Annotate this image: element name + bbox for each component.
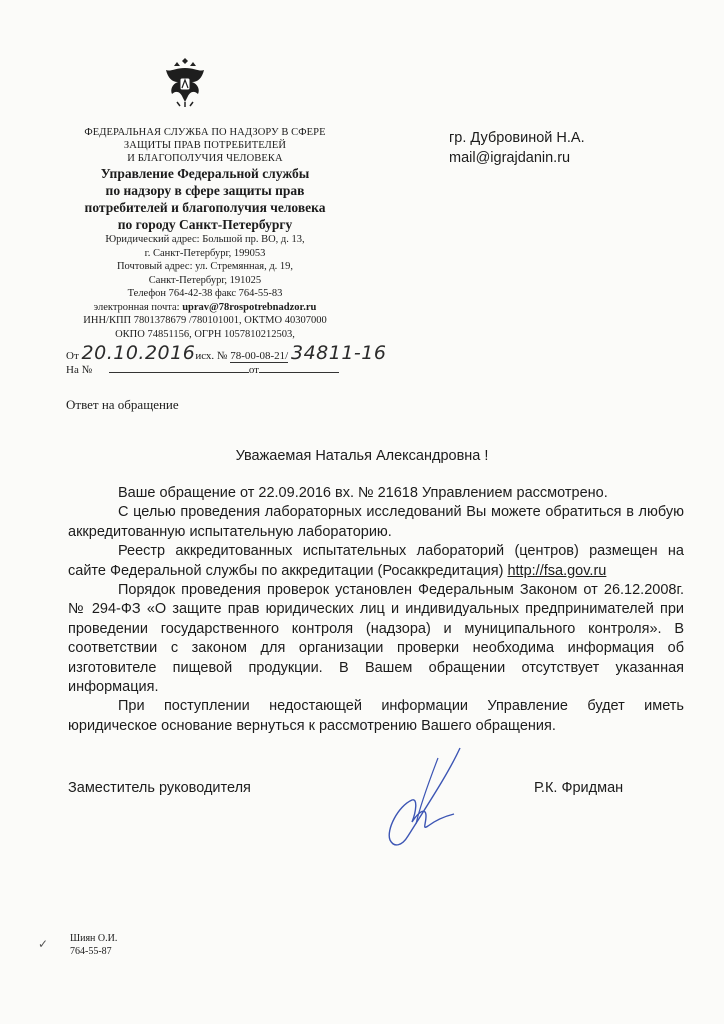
email-label: электронная почта: [93, 301, 183, 313]
signer-title: Заместитель руководителя [68, 780, 251, 796]
org-address-line: Санкт-Петербург, 191025 [148, 274, 262, 286]
registry-text: Реестр аккредитованных испытательных лабораторий (центров) размещен на сайте Федеральной службы по аккредитации (Росаккредитация) [68, 543, 684, 579]
reference-incoming-line [66, 364, 339, 376]
from-label: От [66, 350, 79, 362]
executor-name: Шиян О.И. [70, 933, 118, 944]
incoming-date-blank [259, 372, 339, 373]
outgoing-label: исх. № [195, 350, 228, 362]
incoming-date-label: от [248, 364, 259, 376]
recipient-name: гр. Дубровиной Н.А. [449, 130, 585, 146]
letter-body [68, 484, 684, 736]
org-name-line: ФЕДЕРАЛЬНАЯ СЛУЖБА ПО НАДЗОРУ В СФЕРЕ [84, 127, 326, 138]
russian-coat-of-arms-icon [162, 58, 208, 108]
greeting: Уважаемая Наталья Александровна ! [235, 448, 489, 464]
body-paragraph: С целью проведения лабораторных исследований Вы можете обратиться в любую аккредитованную испытательную лабораторию. [68, 504, 684, 540]
outgoing-number: 78-00-08-21/ [230, 350, 289, 362]
recipient-email: mail@igrajdanin.ru [449, 150, 571, 166]
org-address-line: Почтовый адрес: ул. Стремянная, д. 19, [116, 261, 294, 272]
org-name-line: ЗАЩИТЫ ПРАВ ПОТРЕБИТЕЛЕЙ [123, 140, 287, 151]
body-paragraph: При поступлении недостающей информации Управление будет иметь юридическое основание вернуться к рассмотрению Вашего обращения. [68, 698, 684, 734]
email-value: uprav@78rospotrebnadzor.ru [182, 301, 317, 313]
org-address-line: Юридический адрес: Большой пр. ВО, д. 13, [105, 234, 305, 245]
incoming-label: На № [66, 364, 93, 376]
handwritten-outgoing-number: 34811-16 [290, 342, 387, 364]
subject-line: Ответ на обращение [66, 397, 179, 412]
reference-outgoing-line [66, 342, 386, 364]
org-email-line [60, 301, 350, 315]
signer-name: Р.К. Фридман [534, 780, 624, 796]
org-phone-line: Телефон 764-42-38 факс 764-55-83 [127, 288, 283, 299]
handwritten-signature-icon [368, 744, 488, 854]
body-paragraph: Ваше обращение от 22.09.2016 вх. № 21618 Управлением рассмотрено. [118, 485, 608, 501]
org-department-line: потребителей и благополучия человека [84, 200, 326, 215]
org-department-line: по надзору в сфере защиты прав [105, 183, 305, 198]
org-registration-line: ОКПО 74851156, ОГРН 1057810212503, [115, 328, 295, 340]
fsa-link[interactable]: http://fsa.gov.ru [507, 562, 607, 579]
handwritten-date: 20.10.2016 [81, 342, 196, 364]
org-department-line: по городу Санкт-Петербургу [117, 217, 293, 232]
recipient-block [449, 128, 585, 168]
org-department-line: Управление Федеральной службы [100, 166, 310, 181]
incoming-number-blank [109, 372, 249, 373]
org-name-line: И БЛАГОПОЛУЧИЯ ЧЕЛОВЕКА [127, 153, 283, 164]
check-mark-icon: ✓ [38, 937, 49, 951]
sender-organization-block [60, 126, 350, 341]
body-paragraph: Порядок проведения проверок установлен Федеральным Законом от 26.12.2008г. № 294-ФЗ «О защите прав юридических лиц и индивидуальных предпринимателей при проведении государственного контроля (надзора) и муниципального контроля». В соответствии с законом для организации проверки необходима информация об изготовителе пищевой продукции. В Вашем обращении отсутствует указанная информация. [68, 582, 684, 696]
org-address-line: г. Санкт-Петербург, 199053 [144, 247, 266, 259]
executor-block [70, 932, 117, 958]
org-registration-line: ИНН/КПП 7801378679 /780101001, ОКТМО 40307000 [83, 315, 327, 326]
body-paragraph [68, 542, 684, 581]
executor-phone: 764-55-87 [70, 946, 112, 957]
